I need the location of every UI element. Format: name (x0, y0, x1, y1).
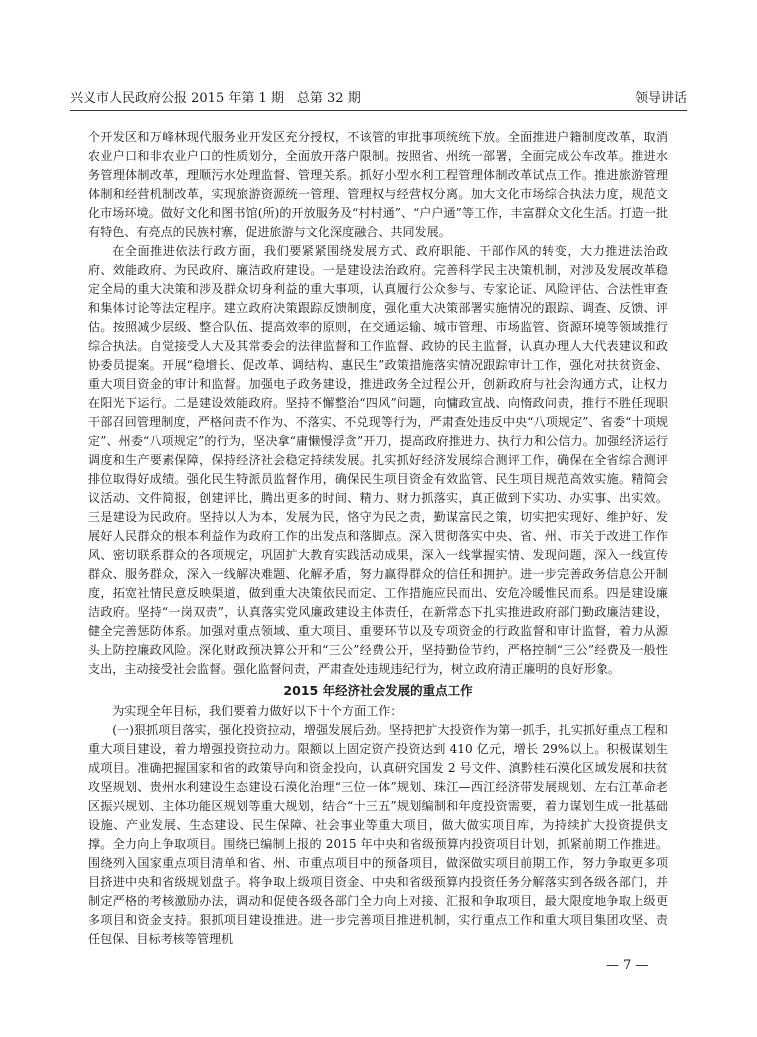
page-number: — 7 — (606, 958, 649, 973)
publication-title: 兴义市人民政府公报 2015 年第 1 期 总第 32 期 (70, 91, 361, 106)
section-label: 领导讲话 (634, 91, 687, 106)
paragraph: 在全面推进依法行政方面，我们要紧紧围绕发展方式、政府职能、干部作风的转变，大力推进法治政府、效能政府、为民政府、廉洁政府建设。一是建设法治政府。完善科学民主决策机制，对涉及发展改革稳定全局的重大决策和涉及群众切身利益的重大事项，认真履行公众参与、专家论证、风险评估、合法性审查和集体讨论等法定程序。建立政府决策跟踪反馈制度，强化重大决策部署实施情况的跟踪、调查、反馈、评估。按照减少层级、整合队伍、提高效率的原则，在交通运输、城市管理、市场监管、资源环境等领域推行综合执法。自觉接受人大及其常委会的法律监督和工作监督、政协的民主监督，认真办理人大代表建议和政协委员提案。开展“稳增长、促改革、调结构、惠民生”政策措施落实情况跟踪审计工作，强化对扶贫资金、重大项目资金的审计和监督。加强电子政务建设，推进政务全过程公开，创新政府与社会沟通方式，让权力在阳光下运行。二是建设效能政府。坚持不懈整治“四风”问题，向慵政宣战、向惰政问责，推行不胜任现职干部召回管理制度，严格问责不作为、不落实、不兑现等行为，严肃查处违反中央“八项规定”、省委“十项规定”、州委“八项规定”的行为，坚决拿“庸懒慢浮贪”开刀，提高政府推进力、执行力和公信力。加强经济运行调度和生产要素保障，保持经济社会稳定持续发展。扎实抓好经济发展综合测评工作，确保在全省综合测评排位取得好成绩。强化民生特派员监督作用，确保民生项目资金有效监管、民生项目规范高效实施。精简会议活动、文件简报，创建评比，腾出更多的时间、精力、财力抓落实，真正做到下实功、办实事、出实效。三是建设为民政府。坚持以人为本，发展为民，恪守为民之责，勤谋富民之策，切实把实现好、维护好、发展好人民群众的根本利益作为政府工作的出发点和落脚点。深入贯彻落实中央、省、州、市关于改进工作作风、密切联系群众的各项规定，巩固扩大教育实践活动成果，深入一线掌握实情、发现问题，深入一线宣传群众、服务群众，深入一线解决难题、化解矛盾，努力赢得群众的信任和拥护。进一步完善政务信息公开制度，拓宽社情民意反映渠道，做到重大决策依民而定、工作措施应民而出、安危冷暖惟民而系。四是建设廉洁政府。坚持“一岗双责”，认真落实党风廉政建设主体责任，在新常态下扎实推进政府部门勤政廉洁建设，健全完善惩防体系。加强对重点领域、重大项目、重要环节以及专项资金的行政监督和审计监督，着力从源头上防控廉政风险。深化财政预决算公开和“三公”经费公开，坚持勤俭节约，严格控制“三公”经费及一般性支出，主动接受社会监督。强化监督问责，严肃查处违规违纪行为，树立政府清正廉明的良好形象。 (88, 244, 668, 676)
article-body (88, 128, 668, 949)
running-header (70, 88, 687, 111)
section-heading: 2015 年经济社会发展的重点工作 (283, 683, 473, 698)
paragraph: 为实现全年目标，我们要着力做好以下十个方面工作： (112, 704, 403, 718)
paragraph: 个开发区和万峰林现代服务业开发区充分授权，不该管的审批事项统统下放。全面推进户籍制度改革，取消农业户口和非农业户口的性质划分，全面放开落户限制。按照省、州统一部署，全面完成公车改革。推进水务管理体制改革，理顺污水处理监督、管理关系。抓好小型水利工程管理体制改革试点工作。推进旅游管理体制和经营机制改革，实现旅游资源统一管理、管理权与经营权分离。加大文化市场综合执法力度，规范文化市场环境。做好文化和图书馆(所)的开放服务及“村村通”、“户户通”等工作，丰富群众文化生活。打造一批有特色、有亮点的民族村寨，促进旅游与文化深度融合、共同发展。 (88, 130, 668, 239)
paragraph: (一)狠抓项目落实，强化投资拉动，增强发展后劲。坚持把扩大投资作为第一抓手，扎实抓好重点工程和重大项目建设，着力增强投资拉动力。限额以上固定资产投资达到 410 亿元，增长 29%以上。积极谋划生成项目。准确把握国家和省的政策导向和资金投向，认真研究国发 2 号文件、滇黔桂石漠化区域发展和扶贫攻坚规划、贵州水利建设生态建设石漠化治理“三位一体”规划、珠江—西江经济带发展规划、左右江革命老区振兴规划、主体功能区规划等重大规划，结合“十三五”规划编制和年度投资需要，着力谋划生成一批基础设施、产业发展、生态建设、民生保障、社会事业等重大项目，做大做实项目库，为持续扩大投资提供支撑。全力向上争取项目。围绕已编制上报的 2015 年中央和省级预算内投资项目计划，抓紧前期工作推进。围绕列入国家重点项目清单和省、州、市重点项目中的预备项目，做深做实项目前期工作，努力争取更多项目挤进中央和省级规划盘子。将争取上级项目资金、中央和省级预算内投资任务分解落实到各级各部门，并制定严格的考核激励办法，调动和促使各级各部门全力向上对接、汇报和争取项目，最大限度地争取上级更多项目和资金支持。狠抓项目建设推进。进一步完善项目推进机制，实行重点工作和重大项目集团攻坚、责任包保、目标考核等管理机 (88, 723, 668, 946)
